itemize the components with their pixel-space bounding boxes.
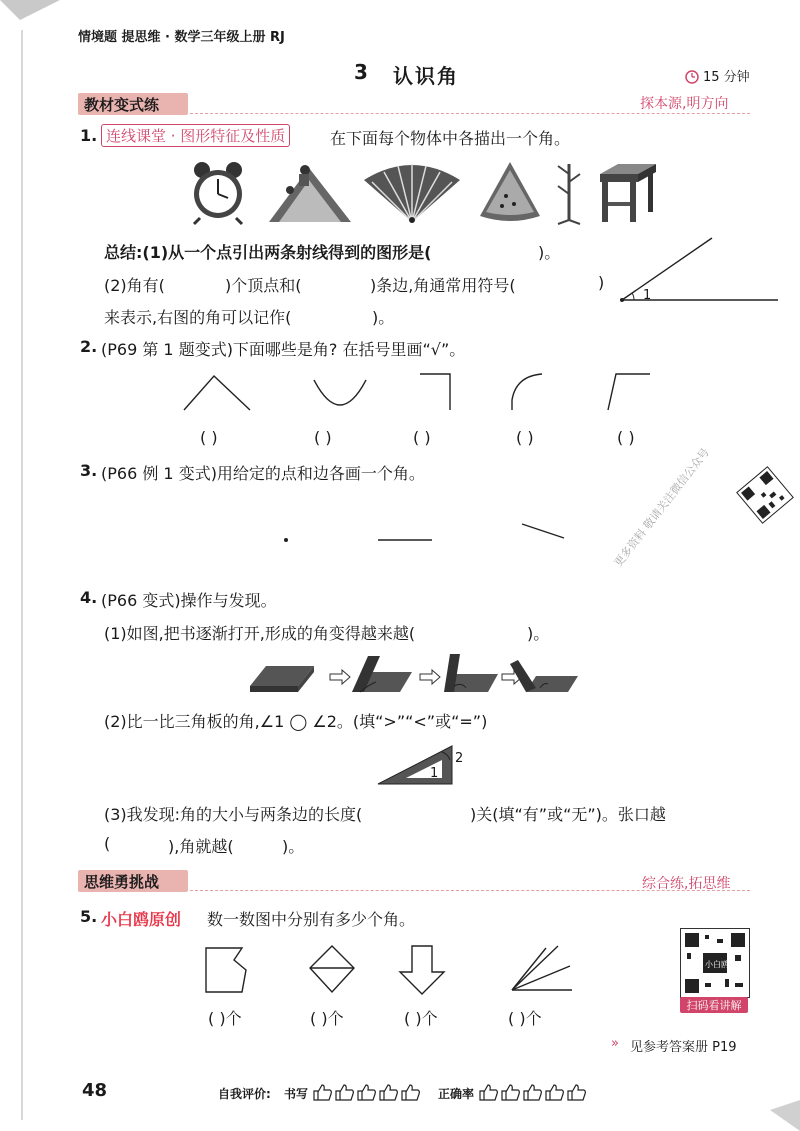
angle-label: 1: [643, 288, 652, 303]
alarm-clock-image: [190, 160, 246, 224]
q4-part3c: (: [104, 834, 111, 853]
shape-angle-a: [184, 376, 250, 410]
count-answer[interactable]: ( )个: [508, 1009, 542, 1028]
book-slightly-open: [352, 656, 412, 692]
thumbs-up-icon: [568, 1085, 585, 1100]
count-answer[interactable]: ( )个: [310, 1009, 344, 1028]
folding-fan-image: [362, 160, 462, 224]
shape-arc-d: [512, 374, 542, 410]
answer-paren[interactable]: ( ): [516, 428, 534, 447]
thumbs-up-icon: [336, 1085, 353, 1100]
question-number: 5.: [80, 907, 98, 926]
thumbs-up-icon: [502, 1085, 519, 1100]
writing-rating[interactable]: [312, 1082, 422, 1102]
thumbs-up-icon: [546, 1085, 563, 1100]
shape-angle-c: [420, 374, 450, 410]
answer-reference: 见参考答案册 P19: [630, 1040, 737, 1055]
section-bar-practice: [78, 93, 188, 115]
lesson-title: 认识角: [393, 64, 459, 88]
shape-diamond: [310, 946, 354, 992]
question-number: 4.: [80, 588, 98, 607]
section-subtitle: 综合练,拓思维: [642, 876, 731, 892]
q4-part1b: )。: [527, 624, 550, 643]
q5-shapes: [200, 942, 580, 998]
count-answer[interactable]: ( )个: [404, 1009, 438, 1028]
question-text: 数一数图中分别有多少个角。: [207, 910, 416, 929]
book-opening-sequence: [248, 652, 588, 698]
count-answer[interactable]: ( )个: [208, 1009, 242, 1028]
section-subtitle: 探本源,明方向: [640, 96, 729, 112]
answer-paren[interactable]: ( ): [200, 428, 218, 447]
shape-notched-square: [206, 948, 246, 992]
q4-part3e: )。: [282, 837, 305, 856]
book-header: 情境题 提思维 · 数学三年级上册 RJ: [78, 30, 285, 45]
stool-image: [596, 162, 660, 224]
q4-part3d: ),角就越(: [168, 837, 234, 856]
question-number: 1.: [80, 126, 98, 145]
shape-down-arrow: [400, 946, 444, 994]
q4-part3a: (3)我发现:角的大小与两条边的长度(: [104, 805, 363, 824]
watermark-text: 更多资料 敬请关注微信公众号: [611, 445, 713, 570]
answer-paren[interactable]: ( ): [617, 428, 635, 447]
q4-part1a: (1)如图,把书逐渐打开,形成的角变得越来越(: [104, 624, 416, 643]
shape-ray-fan: [512, 946, 572, 990]
time-label: 15 分钟: [703, 70, 750, 85]
book-half-open: [444, 654, 498, 692]
thumbs-up-icon: [402, 1085, 419, 1100]
book-wide-open: [510, 660, 578, 692]
explanation-qr-code[interactable]: [680, 928, 750, 998]
q4-part2: (2)比一比三角板的角,∠1 ◯ ∠2。(填“>”“<”或“=”): [104, 712, 488, 731]
double-chevron-icon: »: [611, 1036, 619, 1051]
summary-line-1: 总结:(1)从一个点引出两条射线得到的图形是(: [104, 243, 432, 262]
summary-line-3b: )。: [372, 308, 395, 327]
answer-paren[interactable]: ( ): [413, 428, 431, 447]
accuracy-rating[interactable]: [478, 1082, 588, 1102]
summary-line-3a: 来表示,右图的角可以记作(: [104, 308, 292, 327]
coat-rack-image: [552, 160, 586, 224]
lesson-number: 3: [354, 60, 370, 84]
book-closed: [250, 666, 314, 692]
question-text: 在下面每个物体中各描出一个角。: [330, 129, 571, 148]
arrow-1: [330, 670, 350, 684]
q3-given-elements: [280, 520, 580, 550]
question-number: 3.: [80, 461, 98, 480]
section-title: 教材变式练: [84, 96, 160, 114]
question-text: (P66 例 1 变式)用给定的点和边各画一个角。: [101, 464, 425, 483]
given-side-b: [522, 524, 564, 538]
qr-caption: 扫码看讲解: [680, 997, 748, 1013]
summary-line-2b: )个顶点和(: [225, 276, 302, 295]
original-tag: 小白鸥原创: [101, 910, 182, 929]
thumbs-up-icon: [380, 1085, 397, 1100]
clock-icon: [684, 68, 700, 84]
question-number: 2.: [80, 337, 98, 356]
slide-image: [265, 160, 355, 224]
given-point: [284, 538, 288, 542]
question-text: (P69 第 1 题变式)下面哪些是角? 在括号里画“√”。: [101, 340, 466, 359]
section-bar-challenge: [78, 870, 188, 892]
qr-center-label: 小白鸥: [705, 960, 729, 969]
writing-label: 书写: [284, 1087, 309, 1101]
topic-tag: 连线课堂 · 图形特征及性质: [101, 124, 290, 147]
set-square-label-1: 1: [430, 766, 439, 781]
shape-angle-e: [608, 374, 650, 410]
q2-shapes: [180, 370, 680, 420]
section-title: 思维勇挑战: [84, 873, 160, 891]
shape-curve-b: [314, 380, 366, 405]
accuracy-label: 正确率: [438, 1087, 475, 1101]
thumbs-up-icon: [358, 1085, 375, 1100]
summary-line-2a: (2)角有(: [104, 276, 165, 295]
thumbs-up-icon: [524, 1085, 541, 1100]
question-text: (P66 变式)操作与发现。: [101, 591, 277, 610]
set-square-diagram: [376, 742, 466, 788]
set-square-label-2: 2: [455, 751, 464, 766]
watermelon-slice-image: [478, 160, 542, 224]
thumbs-up-icon: [480, 1085, 497, 1100]
page-number: 48: [82, 1080, 108, 1101]
answer-paren[interactable]: ( ): [314, 428, 332, 447]
q4-part3b: )关(填“有”或“无”)。张口越: [470, 805, 666, 824]
summary-line-2d: ): [598, 273, 605, 292]
arrow-2: [420, 670, 440, 684]
summary-line-2c: )条边,角通常用符号(: [370, 276, 516, 295]
qr-code-image: [742, 472, 788, 518]
section-divider: [190, 113, 750, 114]
thumbs-up-icon: [314, 1085, 331, 1100]
summary-line-1-end: )。: [538, 243, 561, 262]
self-eval-label: 自我评价:: [218, 1087, 271, 1101]
